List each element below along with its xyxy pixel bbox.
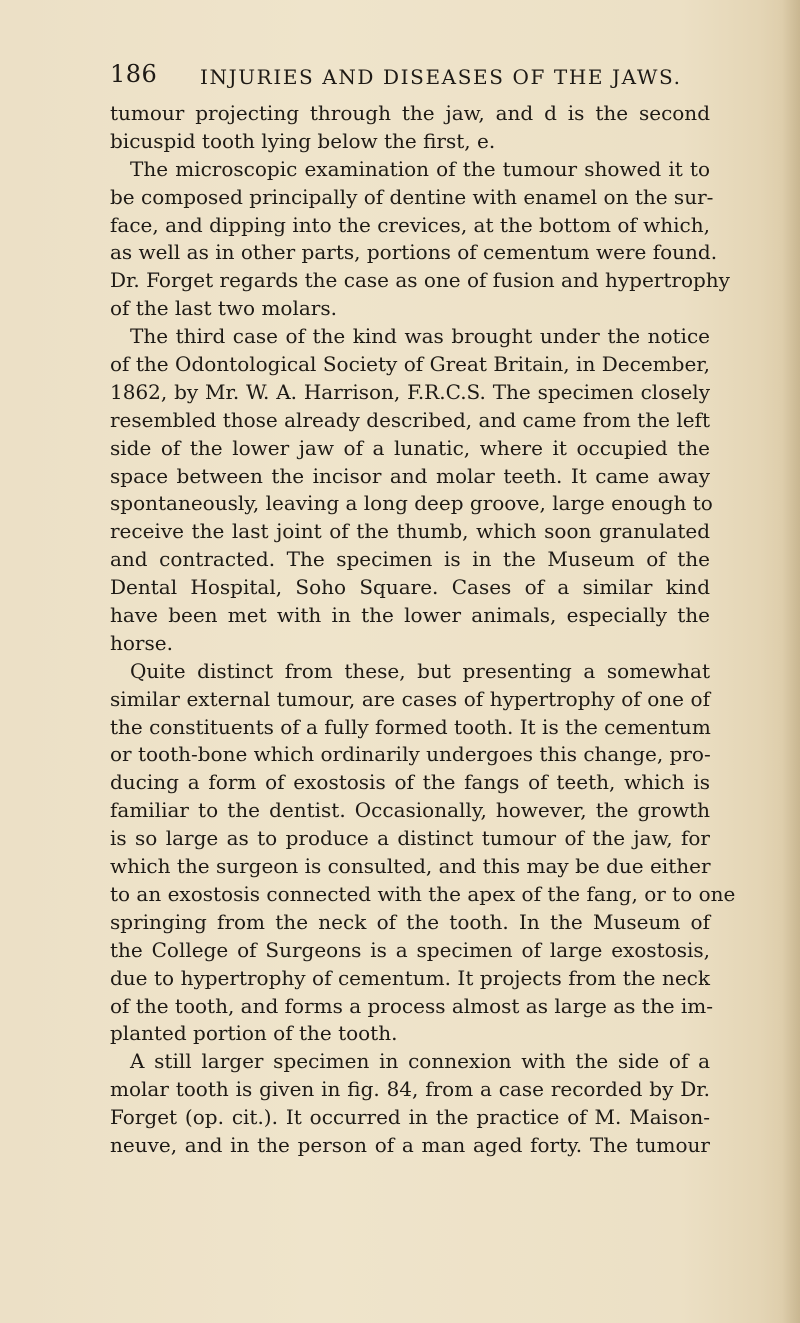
text-line: due to hypertrophy of cementum. It projects from the neck	[110, 965, 710, 990]
text-line: Dental Hospital, Soho Square. Cases of a similar kind	[110, 575, 710, 600]
text-line: The microscopic examination of the tumour showed it to	[130, 156, 710, 181]
text-line: which the surgeon is consulted, and this may be due either	[110, 854, 711, 879]
text-line: Quite distinct from these, but presenting a somewhat	[130, 658, 710, 683]
text-line: the constituents of a fully formed tooth. It is the cementum	[110, 714, 711, 739]
text-line: to an exostosis connected with the apex of the fang, or to one	[110, 881, 736, 906]
text-line: bicuspid tooth lying below the first, e.	[110, 128, 496, 153]
text-line: face, and dipping into the crevices, at the bottom of which,	[110, 212, 710, 237]
text-line: familiar to the dentist. Occasionally, however, the growth	[110, 798, 710, 823]
page-edge-shadow	[782, 0, 800, 1323]
text-line: of the last two molars.	[110, 296, 337, 321]
text-line: similar external tumour, are cases of hypertrophy of one of	[110, 686, 710, 711]
running-head: INJURIES AND DISEASES OF THE JAWS.	[200, 65, 682, 89]
text-line: planted portion of the tooth.	[110, 1021, 398, 1046]
text-line: space between the incisor and molar teeth. It came away	[110, 463, 710, 488]
text-line: the College of Surgeons is a specimen of large exostosis,	[110, 937, 710, 962]
text-line: 1862, by Mr. W. A. Harrison, F.R.C.S. The specimen closely	[110, 379, 710, 404]
text-line: A still larger specimen in connexion with the side of a	[130, 1049, 710, 1074]
text-line: be composed principally of dentine with enamel on the sur-	[110, 184, 714, 209]
text-line: resembled those already described, and came from the left	[110, 407, 710, 432]
text-line: as well as in other parts, portions of cementum were found.	[110, 240, 718, 265]
text-line: and contracted. The specimen is in the Museum of the	[110, 547, 710, 572]
text-line: The third case of the kind was brought under the notice	[130, 324, 710, 349]
text-line: springing from the neck of the tooth. In the Museum of	[110, 909, 710, 934]
text-line: Dr. Forget regards the case as one of fusion and hypertrophy	[110, 268, 730, 293]
text-line: horse.	[110, 630, 173, 655]
text-line: spontaneously, leaving a long deep groove, large enough to	[110, 491, 713, 516]
text-line: side of the lower jaw of a lunatic, where it occupied the	[110, 435, 710, 460]
text-line: of the Odontological Society of Great Britain, in December,	[110, 352, 710, 377]
text-line: tumour projecting through the jaw, and d is the second	[110, 101, 710, 125]
text-line: Forget (op. cit.). It occurred in the practice of M. Maison-	[110, 1105, 710, 1130]
text-line: ducing a form of exostosis of the fangs of teeth, which is	[110, 770, 710, 795]
body-text	[110, 100, 736, 1160]
text-line: is so large as to produce a distinct tumour of the jaw, for	[110, 826, 710, 851]
text-line: have been met with in the lower animals, especially the	[110, 603, 710, 628]
text-line: or tooth-bone which ordinarily undergoes this change, pro-	[110, 742, 711, 767]
text-line: of the tooth, and forms a process almost as large as the im-	[110, 993, 714, 1018]
page-number: 186	[110, 60, 158, 88]
text-line: neuve, and in the person of a man aged forty. The tumour	[110, 1132, 710, 1157]
text-line: receive the last joint of the thumb, which soon granulated	[110, 519, 710, 544]
text-line: molar tooth is given in fig. 84, from a case recorded by Dr.	[110, 1077, 710, 1102]
